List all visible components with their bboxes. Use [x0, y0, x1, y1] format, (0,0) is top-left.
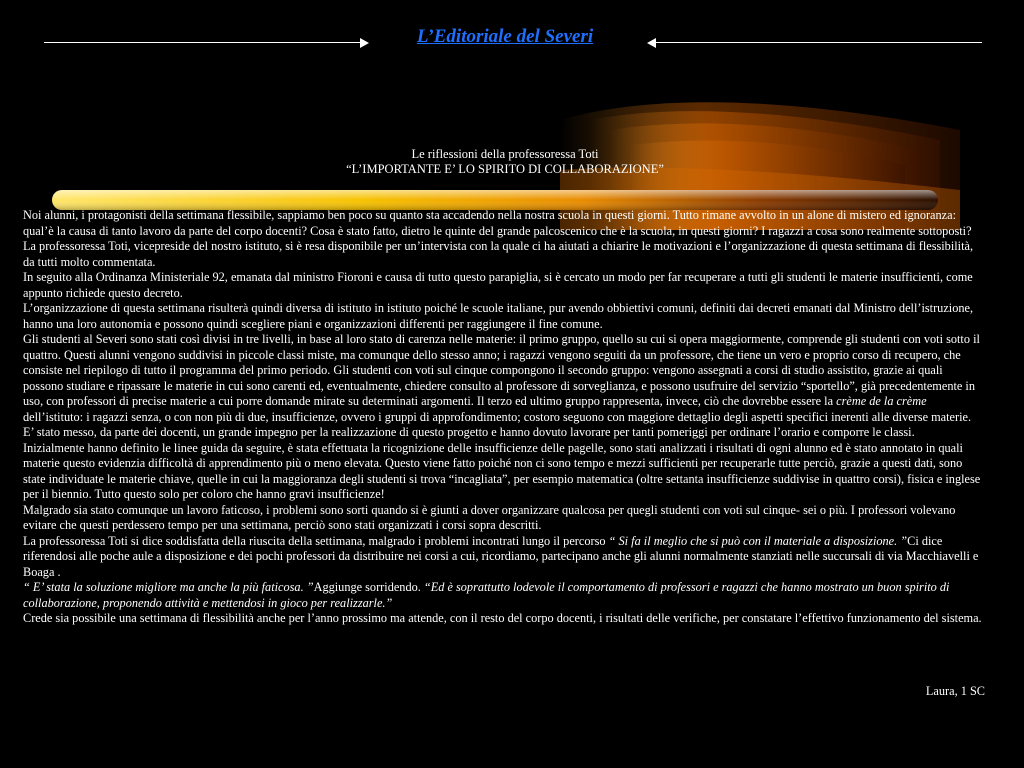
paragraph: Crede sia possibile una settimana di flessibilità anche per l’anno prossimo ma attende, con il resto del corpo docenti, i risultati delle verifiche, per constatare l’effettivo funzionamento del sistema. — [23, 611, 982, 625]
author-signature: Laura, 1 SC — [925, 684, 985, 698]
subtitle-line-2: “L’IMPORTANTE E’ LO SPIRITO DI COLLABORAZIONE” — [346, 162, 664, 176]
paragraph — [23, 534, 985, 581]
paragraph: Inizialmente hanno definito le linee guida da seguire, è stata effettuata la ricognizione delle insufficienze delle pagelle, sono stati analizzati i risultati di ogni alunno ed è stato annotato in quali materie questo evidenzia difficoltà di apprendimento più o meno elevata. Questo viene fatto poiché non ci sono tempo e mezzi sufficienti per recuperarle tutte perciò, grazie a questi dati, sono state individuate le materie chiave, quelle in cui la maggioranza degli studenti si trova “incagliata”, per esempio matematica (oltre settanta insufficienze suddivise in quattro corsi), fisica e inglese per il biennio. Tutto questo solo per coloro che hanno gravi insufficienze! — [23, 440, 981, 501]
quote: “ Si fa il meglio che si può con il materiale a disposizione. ” — [608, 533, 908, 548]
paragraph-text: Ci dice riferendosi alle poche aule a disposizione e dei pochi professori da distribuire nei corsi a cui, ricordiamo, partecipano anche gli alunni normalmente stanziati nelle succursali di via Macchiavelli e Boaga . — [23, 533, 979, 579]
paragraph-text: Aggiunge sorridendo. — [313, 580, 424, 594]
paragraph: E’ stato messo, da parte dei docenti, un grande impegno per la realizzazione di questo progetto e hanno dovuto lavorare per tanti pomeriggi per ordinare l’orario e comporre le classi. — [23, 425, 915, 439]
paragraph: L’organizzazione di questa settimana risulterà quindi diversa di istituto in istituto poiché le scuole italiane, pur avendo obbiettivi comuni, definiti dai decreti emanati dal Ministro dell’istruzione, hanno una loro autonomia e possono quindi scegliere piani e organizzazioni differenti per raggiungere il fine comune. — [23, 301, 974, 331]
paragraph — [23, 332, 985, 425]
arrow-left-icon — [647, 38, 656, 48]
paragraph: La professoressa Toti, vicepreside del nostro istituto, si è resa disponibile per un’intervista con la quale ci ha aiutati a chiarire le motivazioni e l’organizzazione di questa settimana di flessibilità, da tutti molto commentata. — [23, 239, 974, 269]
quote: “Ed è soprattutto lodevole il comportamento di professori e ragazzi che hanno mostrato un buon spirito di collaborazione, proponendo attività e mettendosi in gioco per realizzarle.” — [23, 580, 950, 610]
paragraph-text: dell’istituto: i ragazzi senza, o con non più di due, insufficienze, ovvero i gruppi di approfondimento; costoro seguono con maggiore dettaglio degli aspetti specifici inerenti alle diverse materie. — [23, 409, 972, 424]
arrow-right-icon — [360, 38, 369, 48]
subtitle-line-1: Le riflessioni della professoressa Toti — [411, 147, 599, 161]
paragraph: Noi alunni, i protagonisti della settimana flessibile, sappiamo ben poco su quanto sta accadendo nella nostra scuola in questi giorni. Tutto rimane avvolto in un alone di mistero ed ignoranza: qual’è la causa di tanto lavoro da parte del corpo docenti? Cosa è stato fatto, dietro le quinte del grande palcoscenico che è la scuola, in questi giorni? I ragazzi a cosa sono realmente sottoposti? — [23, 208, 972, 238]
paragraph: In seguito alla Ordinanza Ministeriale 92, emanata dal ministro Fioroni e causa di tutto questo parapiglia, si è cercato un modo per far recuperare a tutti gli studenti le materie insufficienti, come appunto richiede questo decreto. — [23, 270, 973, 300]
paragraph-text: La professoressa Toti si dice soddisfatta della riuscita della settimana, malgrado i problemi incontrati lungo il percorso — [23, 533, 609, 548]
paragraph: Malgrado sia stato comunque un lavoro faticoso, i problemi sono sorti quando si è giunti a dover organizzare qualcosa per quegli studenti con voti sul cinque- sei o più. I professori volevano evitare che questi perdessero tempo per una settimana, perciò sono stati organizzati i corsi sopra descritti. — [23, 502, 956, 532]
paragraph — [23, 580, 985, 611]
article-body — [23, 208, 985, 627]
paragraph-text: Gli studenti al Severi sono stati così divisi in tre livelli, in base al loro stato di carenza nelle materie: il primo gruppo, quello su cui si opera maggiormente, comprende gli studenti con voti sotto il quattro. Questi alunni vengono suddivisi in piccole classi miste, ma comunque dello stesso anno; i ragazzi vengono seguiti da un professore, che tiene un vero e proprio corso di recupero, che consiste nel riepilogo di tutto il programma del primo periodo. Gli studenti con voti sul cinque compongono il secondo gruppo: vengono assegnati a corsi di studio assistito, grazie ai quali possono studiare e ripassare le materie in cui sono carenti ed, eventualmente, chiedere consulto al professore di sorveglianza, e possono usufruire del servizio “sportello”, già precedentemente in uso, con professori di precise materie a cui porre domande mirate su determinati argomenti. Il terzo ed ultimo gruppo rappresenta, invece, ciò che dovrebbe essere la — [23, 332, 980, 408]
title-line-left — [44, 42, 362, 43]
title-line-right — [656, 42, 982, 43]
subtitle — [0, 147, 1010, 177]
page-title: L’Editoriale del Severi — [416, 26, 594, 47]
quote: “ E’ stata la soluzione migliore ma anche la più faticosa. ” — [23, 580, 314, 594]
paragraph-emphasis: crème de la crème — [836, 394, 927, 408]
